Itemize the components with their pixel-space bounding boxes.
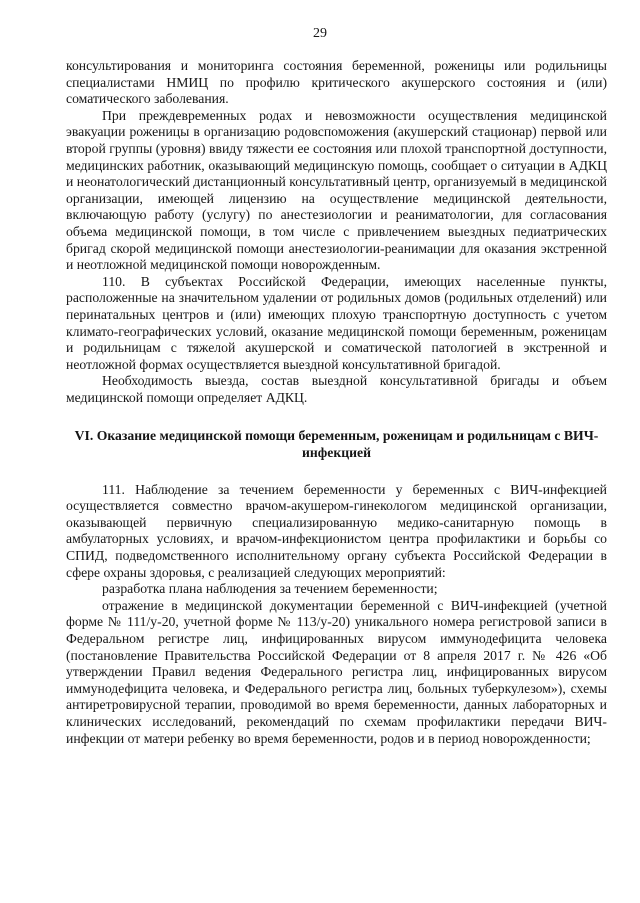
page-number: 29 <box>313 26 327 41</box>
section-heading-vi: VI. Оказание медицинской помощи беременным, роженицам и родильницам с ВИЧ-инфекцией <box>74 428 599 461</box>
paragraph-111: 111. Наблюдение за течением беременности у беременных с ВИЧ-инфекцией осуществляется совместно врачом-акушером-гинекологом медицинской организации, оказывающей первичную специализированную медико-санитарную помощь в амбулаторных условиях, и врачом-инфекционистом центра профилактики и борьбы со СПИД, подведомственного исполнительному органу субъекта Российской Федерации в сфере охраны здоровья, с реализацией следующих мероприятий: <box>66 481 607 580</box>
paragraph-premature-birth: При преждевременных родах и невозможности осуществления медицинской эвакуации роженицы в организацию родовспоможения (акушерский стационар) первой или второй группы (уровня) ввиду тяжести ее состояния или плохой транспортной доступности, медицинских работник, оказывающий медицинскую помощь, сообщает о ситуации в АДКЦ и неонатологический дистанционный консультативный центр, организуемый в медицинской организации, имеющей лицензию на осуществление медицинской деятельности, включающую работу (услугу) по анестезиологии и реаниматологии, для согласования объема медицинской помощи, в том числе с привлечением выездных педиатрических бригад скорой медицинской помощи анестезиологии-реанимации для оказания экстренной и неотложной медицинской помощи новорожденным. <box>66 107 607 273</box>
list-item-documentation: отражение в медицинской документации беременной с ВИЧ-инфекцией (учетной форме № 111/у-20, учетной форме № 113/у-20) уникального номера регистровой записи в Федеральном регистре лиц, инфицированных вирусом иммунодефицита человека (постановление Правительства Российской Федерации от 8 апреля 2017 г. № 426 «Об утверждении Правил ведения Федерального регистра лиц, инфицированных вирусом иммунодефицита человека, и Федерального регистра лиц, больных туберкулезом»), схемы антиретровирусной терапии, проводимой во время беременности, данных лабораторных и клинических исследований, рекомендаций по схемам профилактики передачи ВИЧ-инфекции от матери ребенку во время беременности, родов и в период новорожденности; <box>66 597 607 746</box>
document-body <box>66 58 607 747</box>
paragraph-110: 110. В субъектах Российской Федерации, имеющих населенные пункты, расположенные на значительном удалении от родильных домов (родильных отделений) или перинатальных центров и (или) имеющих плохую транспортную доступность с учетом климато-географических условий, оказание медицинской помощи беременным, роженицам и родильницам с тяжелой акушерской и соматической патологией в экстренной и неотложной формах осуществляется выездной консультативной бригадой. <box>66 273 607 372</box>
list-item-plan: разработка плана наблюдения за течением беременности; <box>102 581 438 597</box>
paragraph-continuation: консультирования и мониторинга состояния беременной, роженицы или родильницы специалистами НМИЦ по профилю критического акушерского состояния и (или) соматического заболевания. <box>66 58 607 107</box>
paragraph-visit-necessity: Необходимость выезда, состав выездной консультативной бригады и объем медицинской помощи определяет АДКЦ. <box>66 373 607 405</box>
